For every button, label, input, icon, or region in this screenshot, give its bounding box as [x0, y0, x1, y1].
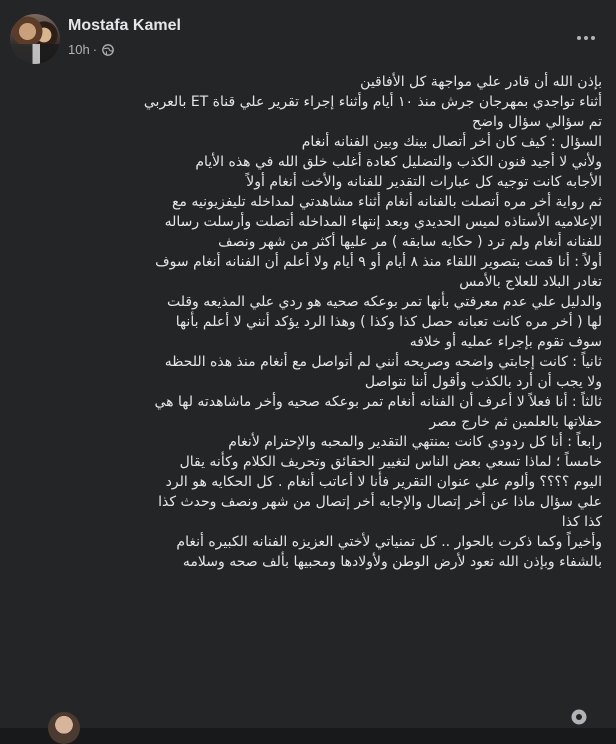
post-line: تغادر البلاد للعلاج بالأمس: [459, 274, 602, 290]
post-line: علي سؤال ماذا عن أخر إتصال والإجابه أخر إتصال من شهر ونصف وحدث كذا: [158, 494, 602, 510]
post-line: أولاً : أنا قمت بتصوير اللقاء منذ ٨ أيام أو ٩ أيام ولا أعلم أن الفنانه أنغام سوف: [155, 254, 602, 270]
settings-icon[interactable]: [568, 706, 590, 728]
post-line: لها ( أخر مره كانت تعبانه حصل كذا وكذا ) وهذا الرد يؤكد أنني لا أعلم بأنها: [175, 314, 602, 330]
comment-avatar[interactable]: [48, 712, 80, 744]
post-line: ثالثاً : أنا فعلاً لا أعرف أن الفنانه أنغام تمر بوعكه صحيه وأخر ماشاهدته لها هي: [154, 394, 602, 410]
post-line: والدليل علي عدم معرفتي بأنها تمر بوعكه صحيه هو ردي علي المذيعه وقلت: [166, 294, 602, 310]
post-line: بالشفاء وبإذن الله تعود لأرض الوطن ولأولادها ومحبيها بألف صحه وسلامه: [182, 554, 602, 570]
post-line: بإذن الله أن قادر علي مواجهة كل الأفاقين: [360, 74, 602, 90]
post-line: السؤال : كيف كان أخر أتصال بينك وبين الفنانه أنغام: [301, 134, 602, 150]
post-line: ولأني لا أجيد فنون الكذب والتضليل كعادة أغلب خلق الله في هذه الأيام: [195, 154, 602, 170]
post-line: ولا يجب أن أرد بالكذب وأقول أننا نتواصل: [364, 374, 602, 390]
post-time[interactable]: 10h: [68, 42, 90, 57]
globe-icon[interactable]: [102, 44, 114, 56]
post-line: خامساً ؛ لماذا تسعي بعض الناس لتغيير الحقائق وتحريف الكلام وكأنه يقال: [179, 454, 602, 470]
post-line: الأجابه كانت توجيه كل عبارات التقدير للفنانه والأخت أنغام أولاً: [246, 174, 602, 190]
post-line: ثم رواية أخر مره أتصلت بالفنانه أنغام أثناء مشاهدتي لمداخله تليفزيونيه مع: [171, 194, 602, 210]
author-name[interactable]: Mostafa Kamel: [68, 17, 181, 34]
post-line: رابعاً : أنا كل ردودي كانت بمنتهي التقدير والمحبه والإحترام لأنغام: [228, 434, 602, 450]
post-header: [10, 14, 606, 68]
post-line: أثناء تواجدي بمهرجان جرش منذ ١٠ أيام وأثناء إجراء تقرير علي قناة ET بالعربي: [143, 94, 602, 110]
author-avatar[interactable]: [10, 14, 60, 64]
post-line: ثانياً : كانت إجابتي واضحه وصريحه أنني لم أتواصل مع أنغام منذ هذه اللحظه: [164, 354, 602, 370]
post-line: اليوم ؟؟؟؟ وألوم علي عنوان التقرير فأنا لا أعاتب أنغام . كل الحكايه هو الرد: [165, 474, 602, 490]
post-line: حفلاتها بالعلمين ثم خارج مصر: [429, 414, 602, 430]
post-line: الإعلاميه الأستاذه لميس الحديدي وبعد إنتهاء المداخله أتصلت وأرسلت رساله: [164, 214, 602, 230]
more-options-icon[interactable]: [572, 24, 600, 52]
post-text: [12, 72, 602, 572]
post-line: كذا كذا: [561, 514, 602, 530]
post-line: للفنانه أنغام ولم ترد ( حكايه سابقه ) مر عليها أكثر من شهر ونصف: [218, 234, 602, 250]
post-meta: [68, 42, 114, 57]
post-line: وأخيراً وكما ذكرت بالحوار .. كل تمنياتي لأختي العزيزه الفنانه الكبيره أنغام: [176, 534, 602, 550]
post-line: سوف تقوم بإجراء عمليه أو خلافه: [409, 334, 602, 350]
post-line: تم سؤالي سؤال واضح: [472, 114, 602, 130]
time-separator: ·: [92, 42, 98, 57]
